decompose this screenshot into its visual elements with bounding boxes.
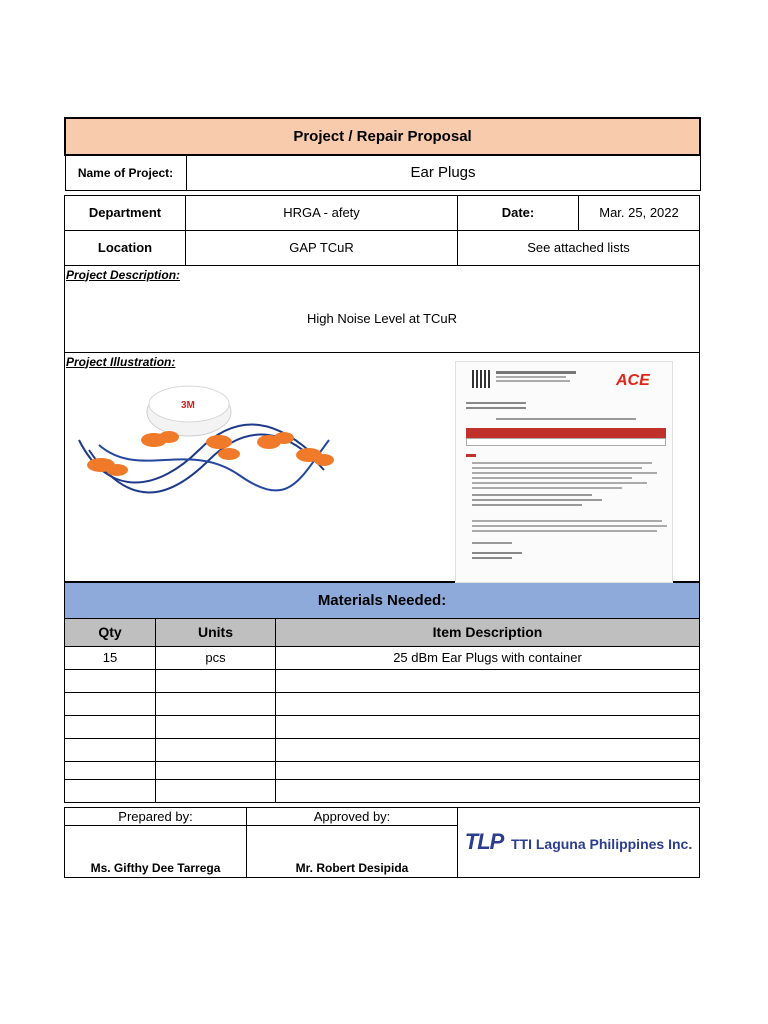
department-label: Department	[65, 195, 186, 230]
units-cell	[156, 715, 276, 738]
location-extra: See attached lists	[458, 230, 700, 265]
signoff-table	[64, 807, 700, 878]
qty-cell	[65, 692, 156, 715]
description-value: High Noise Level at TCuR	[306, 310, 458, 326]
materials-table	[64, 582, 700, 803]
table-row	[65, 646, 700, 669]
units-cell	[156, 779, 276, 802]
materials-title: Materials Needed:	[65, 582, 700, 618]
project-name-value: Ear Plugs	[186, 155, 700, 190]
form-title: Project / Repair Proposal	[65, 118, 700, 155]
item-description-cell	[276, 715, 700, 738]
table-row	[65, 715, 700, 738]
qty-header: Qty	[65, 618, 156, 646]
item-description-cell	[276, 761, 700, 779]
table-row	[65, 692, 700, 715]
prepared-by-name: Ms. Gifthy Dee Tarrega	[65, 825, 247, 877]
illustration-cell	[65, 352, 700, 581]
ace-logo: ACE	[616, 371, 650, 389]
qty-cell	[65, 738, 156, 761]
tlp-mark-icon: TLP	[464, 829, 504, 854]
prepared-by-label: Prepared by:	[65, 807, 247, 825]
header-table	[64, 117, 701, 191]
date-label: Date:	[458, 195, 579, 230]
units-cell: pcs	[156, 646, 276, 669]
date-value: Mar. 25, 2022	[579, 195, 700, 230]
units-cell	[156, 761, 276, 779]
item-description-cell	[276, 738, 700, 761]
qr-code-icon	[472, 370, 490, 388]
brand-3m-logo: 3M	[181, 399, 195, 411]
qty-cell	[65, 761, 156, 779]
units-cell	[156, 669, 276, 692]
company-name: TTI Laguna Philippines Inc.	[510, 836, 693, 852]
earplug-product-image	[69, 380, 339, 510]
description-header: Item Description	[276, 618, 700, 646]
proposal-form	[64, 117, 699, 878]
project-name-label: Name of Project:	[65, 155, 186, 190]
qty-cell	[65, 715, 156, 738]
quotation-document-image	[455, 361, 673, 583]
description-label: Project Description:	[66, 267, 181, 282]
description-cell	[65, 265, 700, 352]
table-row	[65, 738, 700, 761]
table-row	[65, 669, 700, 692]
qty-cell	[65, 669, 156, 692]
units-header: Units	[156, 618, 276, 646]
units-cell	[156, 692, 276, 715]
units-cell	[156, 738, 276, 761]
item-description-cell	[276, 669, 700, 692]
approved-by-name: Mr. Robert Desipida	[247, 825, 458, 877]
department-value: HRGA - afety	[186, 195, 458, 230]
location-label: Location	[65, 230, 186, 265]
table-row	[65, 779, 700, 802]
location-value: GAP TCuR	[186, 230, 458, 265]
item-description-cell	[276, 779, 700, 802]
meta-table	[64, 195, 700, 582]
illustration-label: Project Illustration:	[66, 354, 176, 369]
company-logo	[458, 807, 700, 877]
qty-cell	[65, 779, 156, 802]
approved-by-label: Approved by:	[247, 807, 458, 825]
table-row	[65, 761, 700, 779]
qty-cell: 15	[65, 646, 156, 669]
item-description-cell: 25 dBm Ear Plugs with container	[276, 646, 700, 669]
item-description-cell	[276, 692, 700, 715]
